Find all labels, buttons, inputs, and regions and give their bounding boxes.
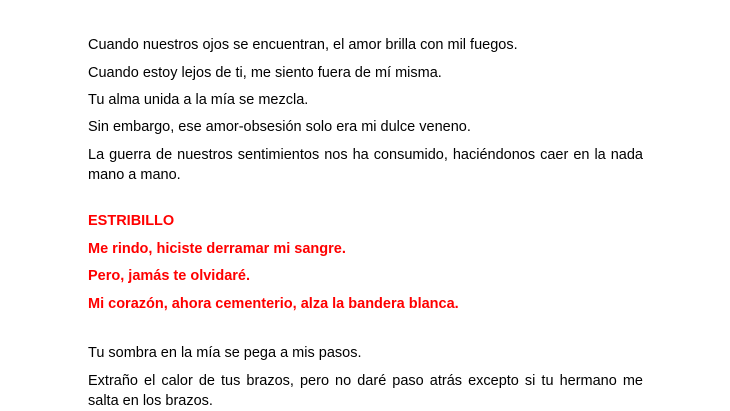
chorus-heading: ESTRIBILLO (88, 213, 175, 229)
verse2-line-1: Tu sombra en la mía se pega a mis pasos. (88, 345, 362, 361)
verse1-line-2: Cuando estoy lejos de ti, me siento fuera de mí misma. (88, 65, 442, 81)
chorus-line-3: Mi corazón, ahora cementerio, alza la bandera blanca. (88, 296, 459, 312)
verse1-line-5: La guerra de nuestros sentimientos nos ha consumido, haciéndonos caer en la nada mano a mano. (88, 147, 643, 183)
verse1-line-4: Sin embargo, ese amor-obsesión solo era mi dulce veneno. (88, 119, 471, 135)
chorus-line-2: Pero, jamás te olvidaré. (88, 268, 250, 284)
verse1-line-1: Cuando nuestros ojos se encuentran, el amor brilla con mil fuegos. (88, 37, 518, 53)
chorus-line-1: Me rindo, hiciste derramar mi sangre. (88, 241, 346, 257)
verse1-line-3: Tu alma unida a la mía se mezcla. (88, 92, 309, 108)
verse2-line-2: Extraño el calor de tus brazos, pero no daré paso atrás excepto si tu hermano me salta en los brazos. (88, 373, 643, 409)
